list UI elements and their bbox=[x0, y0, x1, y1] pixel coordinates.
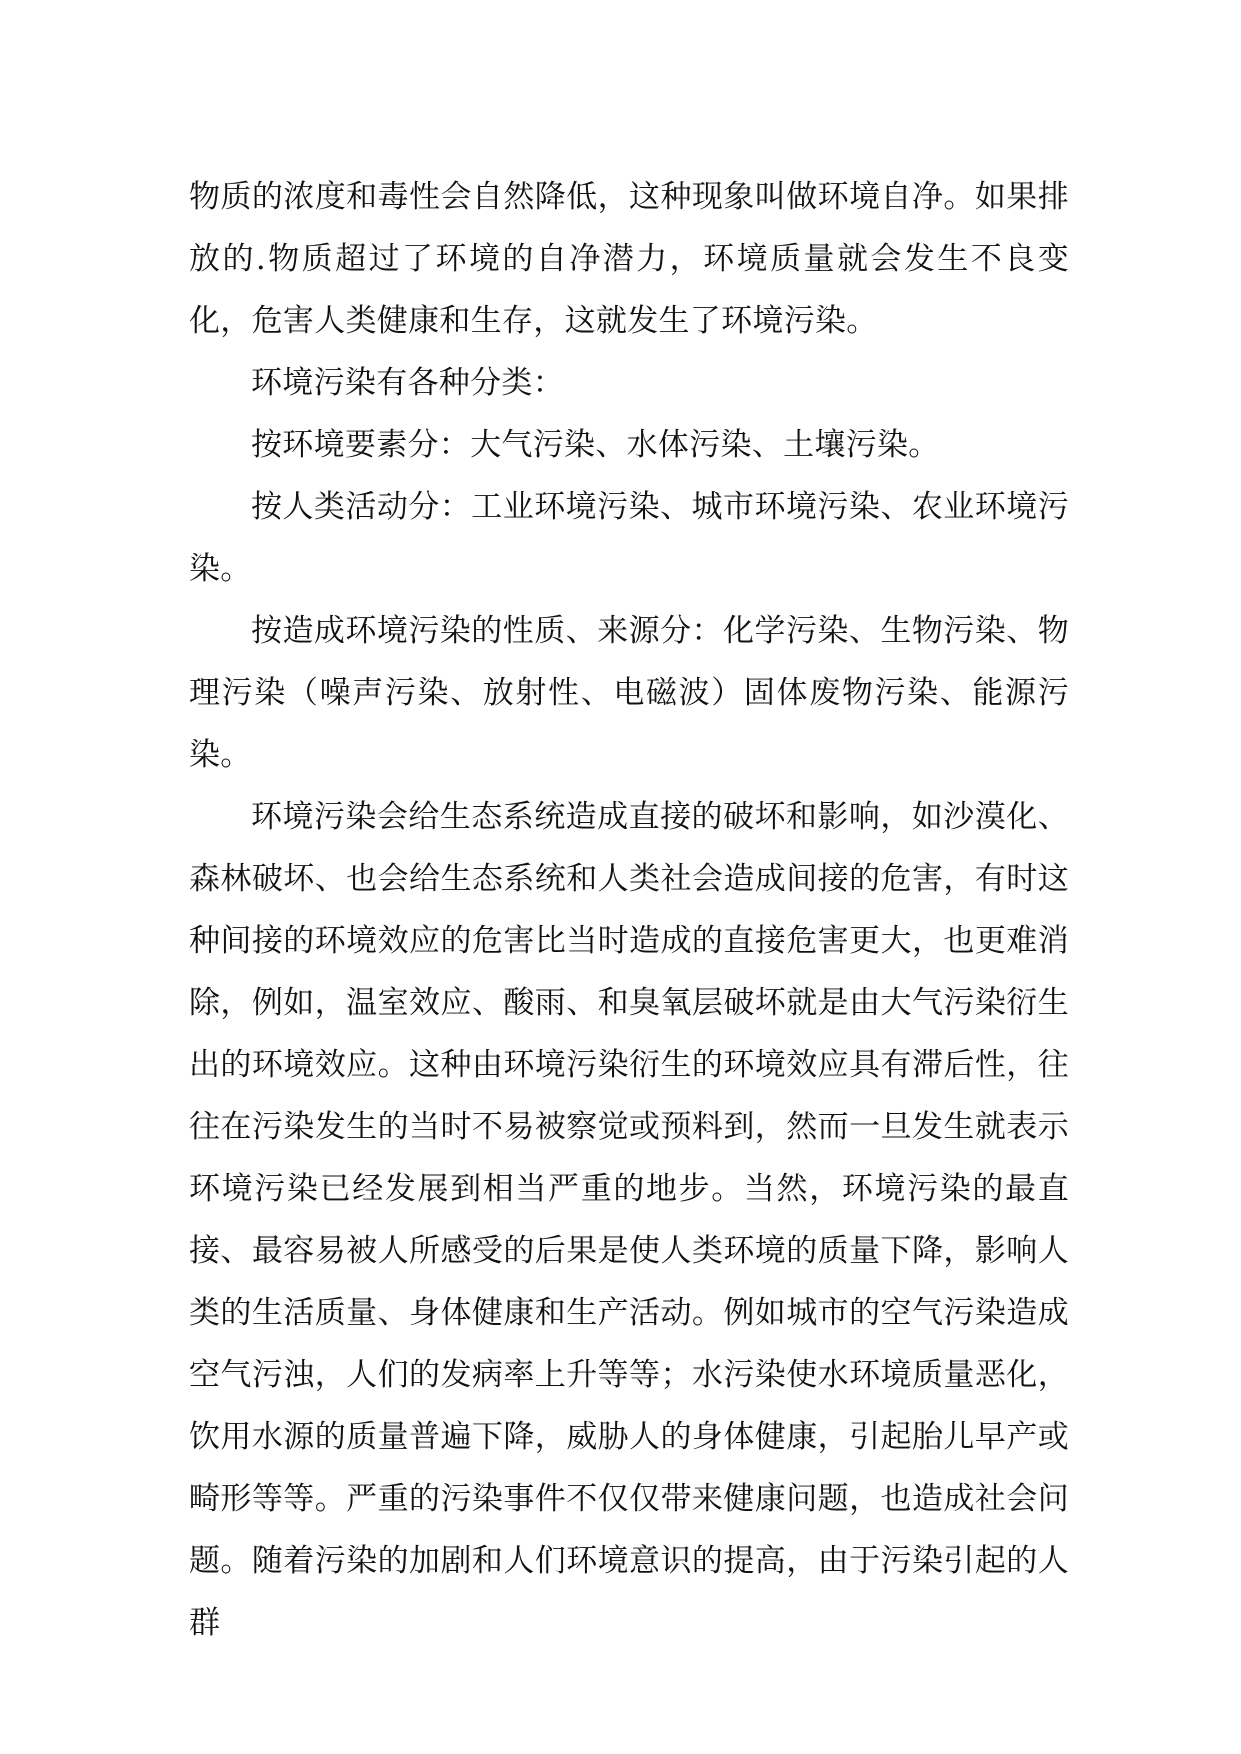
document-body bbox=[189, 166, 1069, 1654]
paragraph-5: 按造成环境污染的性质、来源分：化学污染、生物污染、物理污染（噪声污染、放射性、电磁波）固体废物污染、能源污染。 bbox=[189, 613, 1069, 773]
paragraph-1: 物质的浓度和毒性会自然降低，这种现象叫做环境自净。如果排放的.物质超过了环境的自净潜力，环境质量就会发生不良变化，危害人类健康和生存，这就发生了环境污染。 bbox=[189, 179, 1069, 339]
paragraph-4: 按人类活动分：工业环境污染、城市环境污染、农业环境污染。 bbox=[189, 489, 1069, 587]
paragraph-2: 环境污染有各种分类： bbox=[251, 365, 564, 401]
paragraph-3: 按环境要素分：大气污染、水体污染、土壤污染。 bbox=[251, 427, 940, 463]
paragraph-6: 环境污染会给生态系统造成直接的破坏和影响，如沙漠化、森林破坏、也会给生态系统和人类社会造成间接的危害，有时这种间接的环境效应的危害比当时造成的直接危害更大，也更难消除，例如，温室效应、酸雨、和臭氧层破坏就是由大气污染衍生出的环境效应。这种由环境污染衍生的环境效应具有滞后性，往往在污染发生的当时不易被察觉或预料到，然而一旦发生就表示环境污染已经发展到相当严重的地步。当然，环境污染的最直接、最容易被人所感受的后果是使人类环境的质量下降，影响人类的生活质量、身体健康和生产活动。例如城市的空气污染造成空气污浊，人们的发病率上升等等；水污染使水环境质量恶化，饮用水源的质量普遍下降，威胁人的身体健康，引起胎儿早产或畸形等等。严重的污染事件不仅仅带来健康问题，也造成社会问题。随着污染的加剧和人们环境意识的提高，由于污染引起的人群 bbox=[189, 799, 1069, 1641]
